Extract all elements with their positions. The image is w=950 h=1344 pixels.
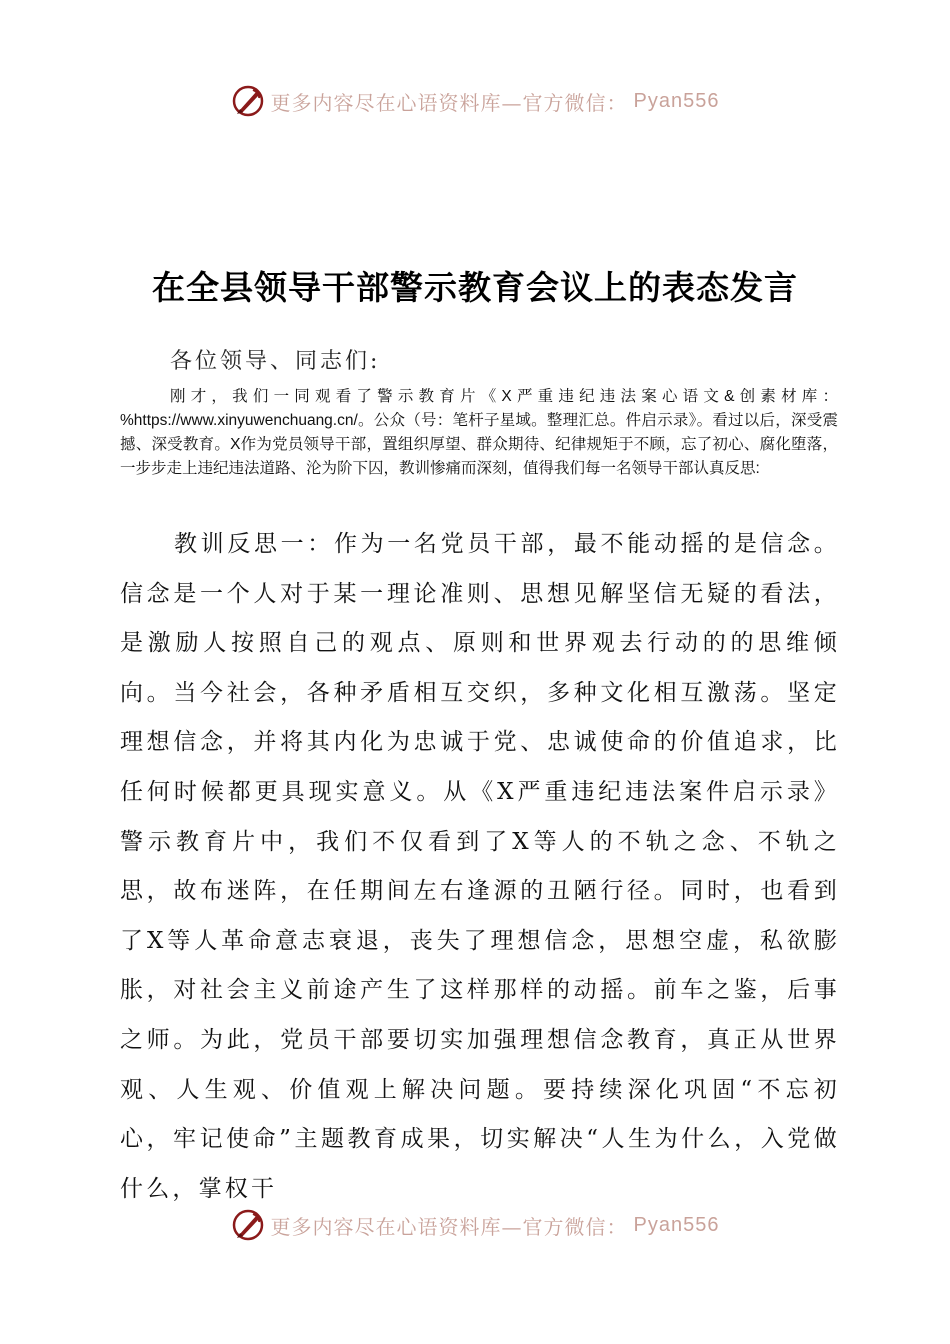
watermark-text: 更多内容尽在心语资料库—官方微信： — [270, 90, 628, 115]
greeting: 各位领导、同志们: — [170, 349, 381, 374]
watermark-wechat-id: Pyan556 — [633, 89, 720, 112]
intro-paragraph: 刚才，我们一同观看了警示教育片《X严重违纪违法案心语文&创素材库：%https://www.xinyuwenchuang.cn/。公众（号：笔杆子星域。整理汇总。件启示录》。看过以后，深受震撼、深受教育。X作为党员领导干部，置组织厚望、群众期待、纪律规矩于不顾，忘了初心、腐化堕落，一步步走上违纪违法道路、沦为阶下囚，教训惨痛而深刻，值得我们每一名领导干部认真反思: — [120, 388, 838, 477]
watermark-wechat-id: Pyan556 — [633, 1213, 720, 1236]
body-paragraph: 教训反思一：作为一名党员干部，最不能动摇的是信念。信念是一个人对于某一理论准则、思想见解坚信无疑的看法，是激励人按照自己的观点、原则和世界观去行动的的思维倾向。当今社会，各种矛盾相互交织，多种文化相互激荡。坚定理想信念，并将其内化为忠诚于党、忠诚使命的价值追求，比任何时候都更具现实意义。从《X严重违纪违法案件启示录》警示教育片中，我们不仅看到了X等人的不轨之念、不轨之思，故布迷阵，在任期间左右逢源的丑陋行径。同时，也看到了X等人革命意志衰退，丧失了理想信念，思想空虚，私欲膨胀，对社会主义前途产生了这样那样的动摇。前车之鉴，后事之师。为此，党员干部要切实加强理想信念教育，真正从世界观、人生观、价值观上解决问题。要持续深化巩固“不忘初心，牢记使命”主题教育成果，切实解决“人生为什么，入党做什么，掌权干 — [120, 531, 840, 1202]
watermark-text: 更多内容尽在心语资料库—官方微信： — [270, 1214, 628, 1239]
pen-logo-icon — [231, 1208, 265, 1242]
document-title: 在全县领导干部警示教育会议上的表态发言 — [152, 268, 798, 307]
pen-logo-icon — [231, 84, 265, 118]
footer-watermark — [0, 1208, 950, 1242]
header-watermark — [0, 84, 950, 118]
